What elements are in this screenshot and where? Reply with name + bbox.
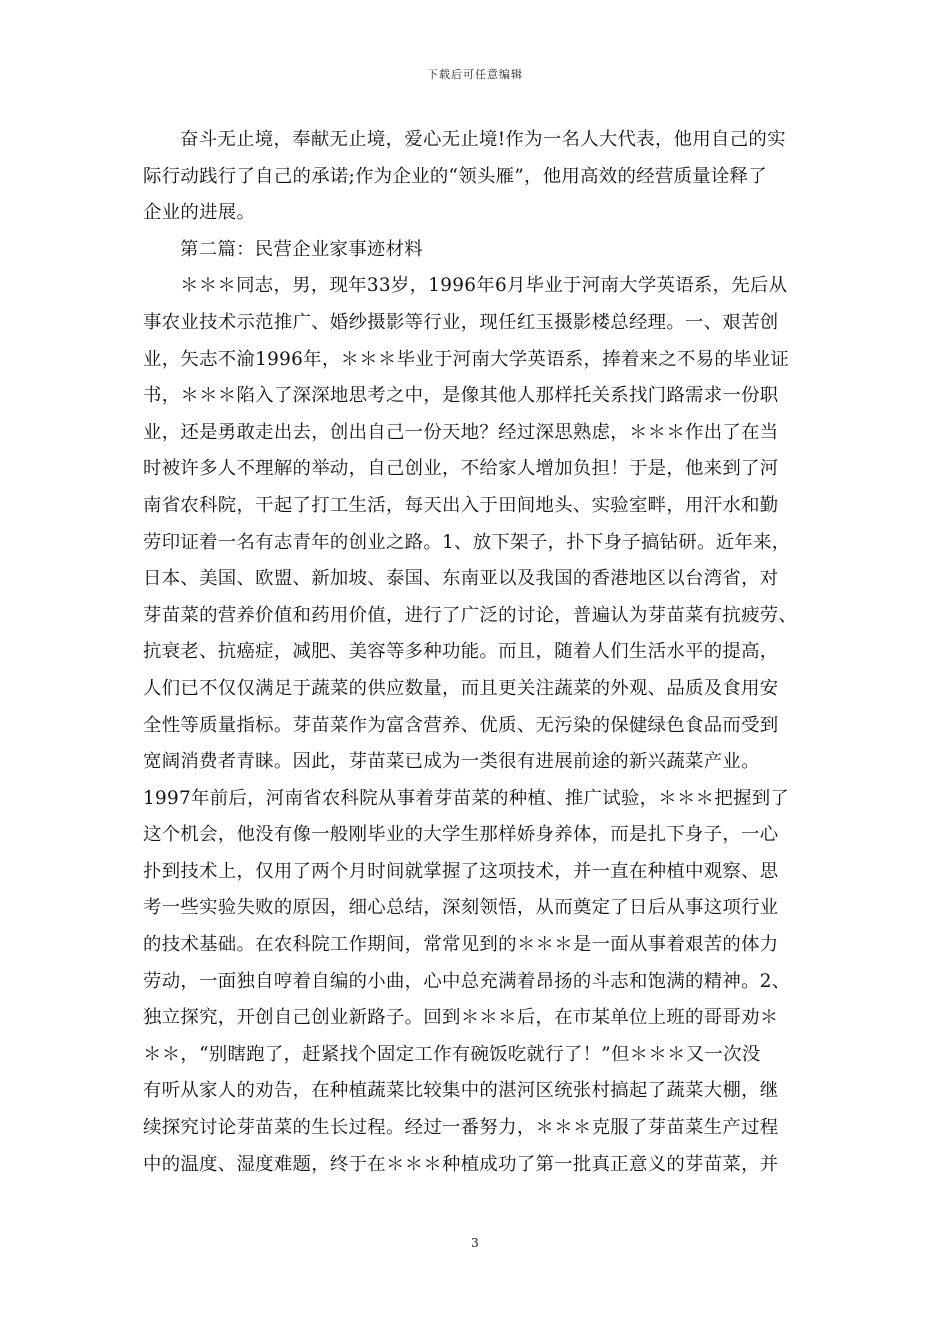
body-line: 考一些实验失败的原因，细心总结，深刻领悟，从而奠定了日后从事这项行业 xyxy=(143,897,779,919)
body-line: 业，矢志不渝1996年，＊＊＊毕业于河南大学英语系，捧着来之不易的毕业证 xyxy=(143,348,790,370)
body-line: 时被许多人不理解的举动，自己创业，不给家人增加负担！于是，他来到了河 xyxy=(143,458,779,480)
body-line: 业，还是勇敢走出去，创出自己一份天地？经过深思熟虑，＊＊＊作出了在当 xyxy=(143,421,779,443)
body-line: 扑到技术上，仅用了两个月时间就掌握了这项技术，并一直在种植中观察、思 xyxy=(143,860,779,882)
body-line: 芽苗菜的营养价值和药用价值，进行了广泛的讨论，普遍认为芽苗菜有抗疲劳、 xyxy=(143,604,798,626)
body-line: 事农业技术示范推广、婚纱摄影等行业，现任红玉摄影楼总经理。一、艰苦创 xyxy=(143,311,779,333)
body-line: 劳动，一面独自哼着自编的小曲，心中总充满着昂扬的斗志和饱满的精神。2、 xyxy=(143,970,791,992)
body-line: ＊＊＊同志，男，现年33岁，1996年6月毕业于河南大学英语系，先后从 xyxy=(180,275,788,297)
page-header: 下载后可任意编辑 xyxy=(427,68,523,81)
body-line: 人们已不仅仅满足于蔬菜的供应数量，而且更关注蔬菜的外观、品质及食用安 xyxy=(143,677,779,699)
body-line: 中的温度、湿度难题，终于在＊＊＊种植成功了第一批真正意义的芽苗菜，并 xyxy=(143,1153,779,1175)
body-line: 劳印证着一名有志青年的创业之路。1、放下架子，扑下身子搞钻研。近年来， xyxy=(143,531,791,553)
body-line: 的技术基础。在农科院工作期间，常常见到的＊＊＊是一面从事着艰苦的体力 xyxy=(143,934,779,956)
body-line: 续探究讨论芽苗菜的生长过程。经过一番努力，＊＊＊克服了芽苗菜生产过程 xyxy=(143,1117,779,1139)
body-line: 抗衰老、抗癌症，减肥、美容等多种功能。而且，随着人们生活水平的提高， xyxy=(143,641,779,663)
document-body xyxy=(143,122,811,1183)
body-line: 1997年前后，河南省农科院从事着芽苗菜的种植、推广试验，＊＊＊把握到了 xyxy=(143,787,790,809)
body-line: 企业的进展。 xyxy=(143,202,256,224)
body-line: 书，＊＊＊陷入了深深地思考之中，是像其他人那样托关系找门路需求一份职 xyxy=(143,385,779,407)
page-number: 3 xyxy=(471,1236,479,1250)
body-line: 日本、美国、欧盟、新加坡、泰国、东南亚以及我国的香港地区以台湾省，对 xyxy=(143,568,779,590)
body-line: 这个机会，他没有像一般刚毕业的大学生那样娇身养体，而是扎下身子，一心 xyxy=(143,824,779,846)
body-line: 有听从家人的劝告，在种植蔬菜比较集中的湛河区统张村搞起了蔬菜大棚，继 xyxy=(143,1080,779,1102)
body-line: 全性等质量指标。芽苗菜作为富含营养、优质、无污染的保健绿色食品而受到 xyxy=(143,714,779,736)
body-line: 奋斗无止境，奉献无止境，爱心无止境!作为一名人大代表，他用自己的实 xyxy=(180,129,786,150)
body-line: 宽阔消费者青睐。因此，芽苗菜已成为一类很有进展前途的新兴蔬菜产业。 xyxy=(143,751,760,773)
section-heading: 第二篇：民营企业家事迹材料 xyxy=(180,238,423,260)
body-line: 独立探究，开创自己创业新路子。回到＊＊＊后，在市某单位上班的哥哥劝＊ xyxy=(143,1007,779,1029)
body-line: 际行动践行了自己的承诺;作为企业的“领头雁”，他用高效的经营质量诠释了 xyxy=(143,165,768,187)
body-line: 南省农科院，干起了打工生活，每天出入于田间地头、实验室畔，用汗水和勤 xyxy=(143,494,779,516)
body-line: ＊＊，“别瞎跑了，赶紧找个固定工作有碗饭吃就行了！”但＊＊＊又一次没 xyxy=(143,1043,761,1065)
